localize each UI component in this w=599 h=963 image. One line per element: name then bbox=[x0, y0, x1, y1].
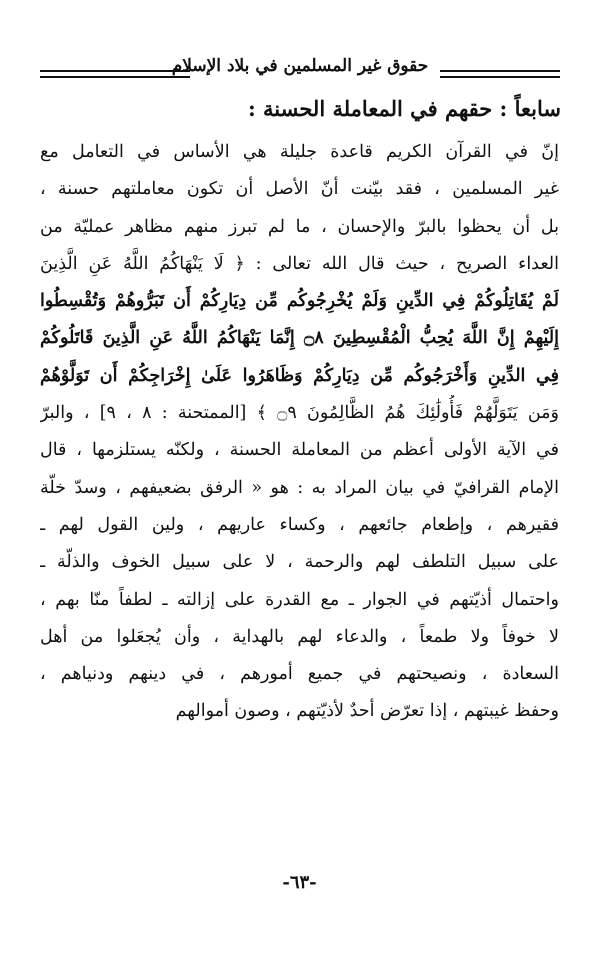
header-rule-left-lower bbox=[40, 76, 190, 78]
text-line: بل أن يحظوا بالبرّ والإحسان ، ما لم تبرز منهم مظاهر عمليّة من bbox=[40, 216, 559, 237]
text-line: لَمْ يُقَاتِلُوكُمْ فِي الدِّينِ وَلَمْ يُخْرِجُوكُم مِّن دِيَارِكُمْ أَن تَبَرُّوهُمْ وَتُقْسِطُوا bbox=[40, 291, 559, 312]
text-line: غير المسلمين ، فقد بيّنت أنّ الأصل أن تكون معاملتهم حسنة ، bbox=[40, 179, 559, 200]
body-text bbox=[40, 134, 559, 731]
text-line: فقيرهم ، وإطعام جائعهم ، وكساء عاريهم ، ولين القول لهم ـ bbox=[40, 514, 559, 535]
text-line: واحتمال أذيّتهم في الجوار ـ مع القدرة على إزالته ـ لطفاً منّا بهم ، bbox=[40, 589, 559, 610]
page-number: -٦٣- bbox=[282, 872, 317, 893]
text-line: الإمام القرافيّ في بيان المراد به : هو « الرفق بضعيفهم ، وسدّ خلّة bbox=[40, 477, 559, 498]
running-header bbox=[40, 56, 560, 86]
text-line: وحفظ غيبتهم ، إذا تعرّض أحدٌ لأذيّتهم ، وصون أموالهم bbox=[175, 701, 559, 722]
text-line: السعادة ، ونصيحتهم في جميع أمورهم ، في دينهم ودنياهم ، bbox=[40, 664, 559, 685]
text-line: إنّ في القرآن الكريم قاعدة جليلة هي الأساس في التعامل مع bbox=[40, 142, 559, 162]
text-line: إِلَيْهِمْ إِنَّ اللَّهَ يُحِبُّ الْمُقْسِطِينَ ۝٨ إِنَّمَا يَنْهَاكُمُ اللَّهُ عَنِ الَّذِينَ قَاتَلُوكُمْ bbox=[40, 328, 559, 349]
header-rule-right-lower bbox=[440, 76, 560, 78]
text-line: على سبيل التلطف لهم والرحمة ، لا على سبيل الخوف والذلّة ـ bbox=[40, 552, 559, 573]
text-line: لا خوفاً ولا طمعاً ، والدعاء لهم بالهداية ، وأن يُجعَلوا من أهل bbox=[40, 626, 559, 647]
text-line: فِي الدِّينِ وَأَخْرَجُوكُم مِّن دِيَارِكُمْ وَظَاهَرُوا عَلَىٰ إِخْرَاجِكُمْ أَن تَوَلَّوْهُمْ bbox=[40, 365, 559, 386]
header-title: حقوق غير المسلمين في بلاد الإسلام bbox=[171, 56, 429, 76]
section-heading: سابعاً : حقهم في المعاملة الحسنة : bbox=[247, 96, 561, 121]
text-line: وَمَن يَتَوَلَّهُمْ فَأُولَٰئِكَ هُمُ الظَّالِمُونَ ۝٩ ﴾ [الممتحنة : ٨ ، ٩] ، والبرّ bbox=[40, 403, 559, 424]
text-line: في الآية الأولى أعظم من المعاملة الحسنة ، ولكنّه يستلزمها ، قال bbox=[40, 440, 559, 461]
text-line: العداء الصريح ، حيث قال الله تعالى : ﴿ لَا يَنْهَاكُمُ اللَّهُ عَنِ الَّذِينَ bbox=[40, 253, 559, 274]
